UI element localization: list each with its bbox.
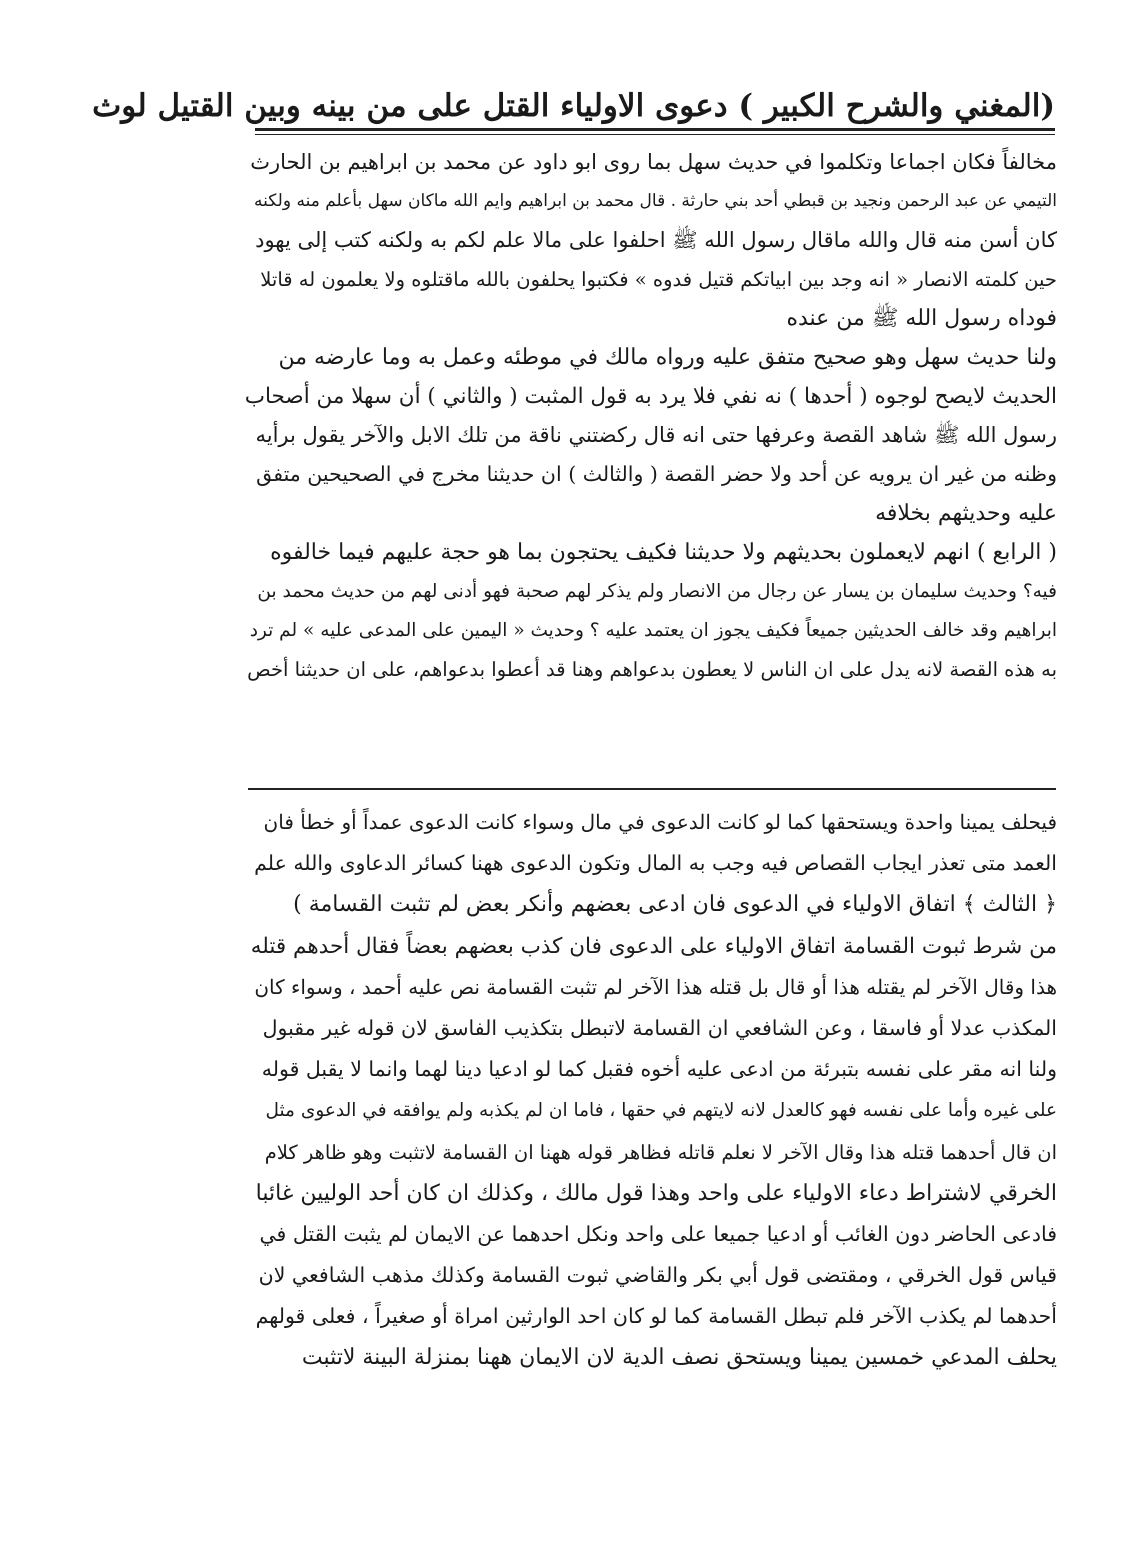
text-line: ( الرابع ) انهم لايعملون بحديثهم ولا حديثنا فكيف يحتجون بما هو حجة عليهم فيما خالفوه bbox=[270, 540, 1057, 565]
text-line: الحديث لايصح لوجوه ( أحدها ) نه نفي فلا يرد به قول المثبت ( والثاني ) أن سهلا من أصحاب bbox=[245, 384, 1057, 409]
text-line: حين كلمته الانصار « انه وجد بين ابياتكم قتيل فدوه » فكتبوا يحلفون بالله ماقتلوه ولا يعلمون له قاتلا bbox=[260, 268, 1057, 291]
text-line: يحلف المدعي خمسين يمينا ويستحق نصف الدية لان الايمان ههنا بمنزلة البينة لاتثبت bbox=[301, 1345, 1057, 1371]
text-line: فوداه رسول الله ﷺ من عنده bbox=[786, 306, 1057, 331]
text-line: رسول الله ﷺ شاهد القصة وعرفها حتى انه قال ركضتني ناقة من تلك الابل والآخر يقول برأيه bbox=[255, 423, 1057, 447]
header-rule-thin bbox=[255, 134, 1055, 135]
text-line: فيه؟ وحديث سليمان بن يسار عن رجال من الانصار ولم يذكر لهم صحبة فهو أدنى لهم من حديث محمد بن bbox=[257, 581, 1057, 602]
text-line: ابراهيم وقد خالف الحديثين جميعاً فكيف يجوز ان يعتمد عليه ؟ وحديث « اليمين على المدعى عليه » لم ترد bbox=[249, 620, 1057, 641]
text-line: عليه وحديثهم بخلافه bbox=[875, 501, 1057, 526]
main-text bbox=[245, 143, 1057, 689]
text-line: المكذب عدلا أو فاسقا ، وعن الشافعي ان القسامة لاتبطل بتكذيب الفاسق لان قوله غير مقبول bbox=[262, 1015, 1057, 1040]
text-line: أحدهما لم يكذب الآخر فلم تبطل القسامة كما لو كان احد الوارثين امراة أو صغيراً ، فعلى قولهم bbox=[255, 1304, 1057, 1329]
text-line: ولنا حديث سهل وهو صحيح متفق عليه ورواه مالك في موطئه وعمل به وما عارضه من bbox=[278, 345, 1057, 370]
text-line: به هذه القصة لانه يدل على ان الناس لا يعطون بدعواهم وهنا قد أعطوا بدعواهم، على ان حديثنا أخص bbox=[247, 658, 1057, 681]
text-line: العمد متى تعذر ايجاب القصاص فيه وجب به المال وتكون الدعوى ههنا كسائر الدعاوى والله علم bbox=[254, 851, 1057, 876]
text-line: على غيره وأما على نفسه فهو كالعدل لانه لايتهم في حقها ، فاما ان لم يكذبه ولم يوافقه في الدعوى مثل bbox=[265, 1100, 1057, 1122]
running-title: (المغني والشرح الكبير ) دعوى الاولياء القتل على من بينه وبين القتيل لوث bbox=[92, 88, 1055, 124]
header-rule bbox=[255, 128, 1055, 131]
section-divider bbox=[248, 788, 1056, 790]
text-line: التيمي عن عبد الرحمن ونجيد بن قبطي أحد بني حارثة . قال محمد بن ابراهيم وايم الله ماكان سهل بأعلم منه ولكنه bbox=[254, 191, 1057, 211]
text-line: هذا وقال الآخر لم يقتله هذا أو قال بل قتله هذا الآخر لم تثبت القسامة نص عليه أحمد ، وسواء كان bbox=[254, 974, 1057, 999]
text-line: الخرقي لاشتراط دعاء الاولياء على واحد وهذا قول مالك ، وكذلك ان كان أحد الوليين غائبا bbox=[255, 1180, 1057, 1206]
commentary-text bbox=[245, 802, 1057, 1379]
text-line: فيحلف يمينا واحدة ويستحقها كما لو كانت الدعوى في مال وسواء كانت الدعوى عمداً أو خطأ فان bbox=[263, 810, 1057, 834]
page-header bbox=[92, 74, 1055, 124]
text-line: من شرط ثبوت القسامة اتفاق الاولياء على الدعوى فان كذب بعضهم بعضاً فقال أحدهم قتله bbox=[250, 933, 1057, 959]
text-line: ﴿ الثالث ﴾ اتفاق الاولياء في الدعوى فان ادعى بعضهم وأنكر بعض لم تثبت القسامة ) bbox=[293, 892, 1057, 918]
text-line: ان قال أحدهما قتله هذا وقال الآخر لا نعلم قاتله فظاهر قوله ههنا ان القسامة لاتثبت وهو ظاهر كلام bbox=[264, 1140, 1057, 1164]
text-line: وظنه من غير ان يرويه عن أحد ولا حضر القصة ( والثالث ) ان حديثنا مخرج في الصحيحين متفق bbox=[256, 462, 1057, 486]
text-line: قياس قول الخرقي ، ومقتضى قول أبي بكر والقاضي ثبوت القسامة وكذلك مذهب الشافعي لان bbox=[258, 1263, 1057, 1288]
text-line: فادعى الحاضر دون الغائب أو ادعيا جميعا على واحد ونكل احدهما عن الايمان لم يثبت القتل في bbox=[259, 1221, 1057, 1246]
text-line: مخالفاً فكان اجماعا وتكلموا في حديث سهل بما روى ابو داود عن محمد بن ابراهيم بن الحارث bbox=[250, 150, 1057, 174]
text-line: كان أسن منه قال والله ماقال رسول الله ﷺ احلفوا على مالا علم لكم به ولكنه كتب إلى يهود bbox=[255, 228, 1057, 252]
text-line: ولنا انه مقر على نفسه بتبرئة من ادعى عليه أخوه فقبل كما لو ادعيا دينا لهما وانما لا يقبل قوله bbox=[261, 1057, 1057, 1082]
